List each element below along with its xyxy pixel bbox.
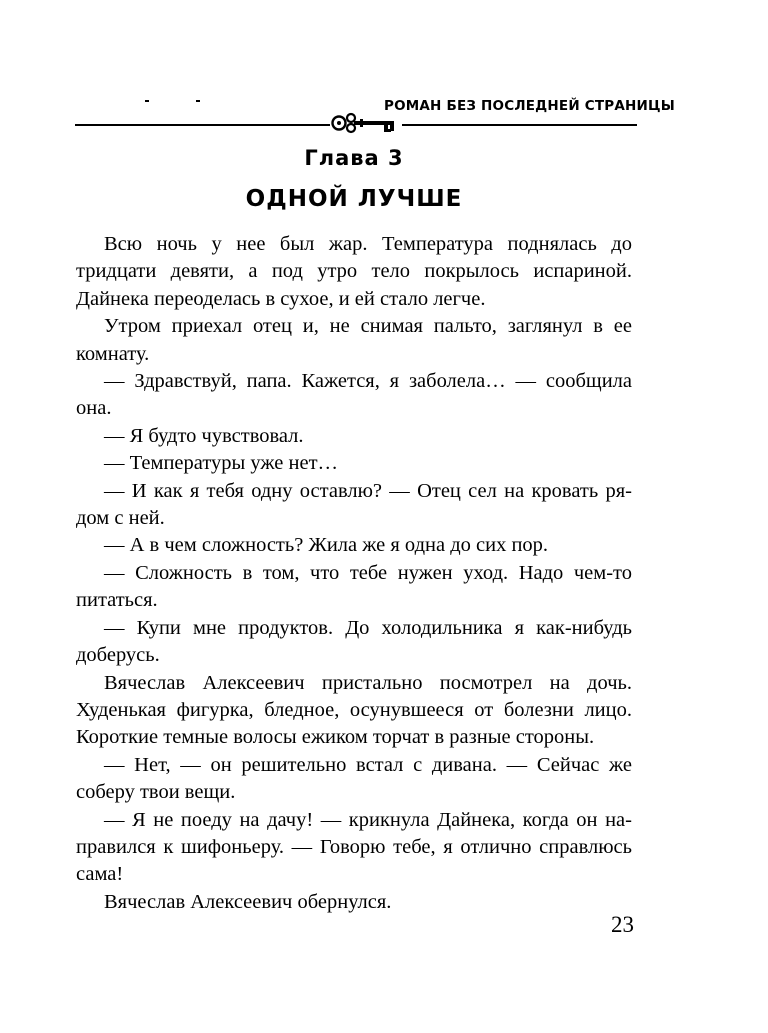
paragraph: — Нет, — он решительно встал с дивана. — Сейчас же соберу твои вещи.: [76, 753, 632, 804]
header-mark: [145, 100, 149, 102]
paragraph: Всю ночь у нее был жар. Температура поднялась до тридцати девяти, а под утро тело покрылось испариной. Дайнека переоделась в сухое, и ей стало легче.: [76, 233, 632, 310]
paragraph: — Сложность в том, что тебе нужен уход. Надо чем-то питаться.: [76, 561, 632, 612]
chapter-number: Глава 3: [304, 146, 404, 170]
paragraph: — Я будто чувствовал.: [104, 424, 304, 447]
key-ornament-icon: [330, 112, 402, 134]
paragraph: — Я не поеду на дачу! — крикнула Дайнека, когда он направился к шифоньеру. — Говорю тебе, я отлично справлюсь сама!: [76, 808, 632, 886]
paragraph: — И как я тебя одну оставлю? — Отец сел на кровать рядом с ней.: [76, 479, 632, 530]
paragraph: — А в чем сложность? Жила же я одна до сих пор.: [104, 534, 549, 557]
body-text: [76, 231, 632, 916]
paragraph: Вячеслав Алексеевич пристально посмотрел на дочь. Худенькая фигурка, бледное, осунувшееся от болезни лицо. Короткие темные волосы ежиком торчат в разные стороны.: [76, 671, 632, 749]
paragraph: Вячеслав Алексеевич обернулся.: [104, 890, 392, 913]
page-number: 23: [611, 912, 634, 937]
running-head: РОМАН БЕЗ ПОСЛЕДНЕЙ СТРАНИЦЫ: [384, 98, 675, 114]
header-mark: [196, 100, 200, 102]
paragraph: — Температуры уже нет…: [104, 452, 339, 475]
paragraph: — Здравствуй, папа. Кажется, я заболела… — сообщила она.: [76, 370, 632, 420]
paragraph: Утром приехал отец и, не снимая пальто, заглянул в ее комнату.: [76, 315, 632, 365]
chapter-title: ОДНОЙ ЛУЧШЕ: [245, 186, 463, 212]
paragraph: — Купи мне продуктов. До холодильника я как-нибудь доберусь.: [76, 616, 632, 667]
